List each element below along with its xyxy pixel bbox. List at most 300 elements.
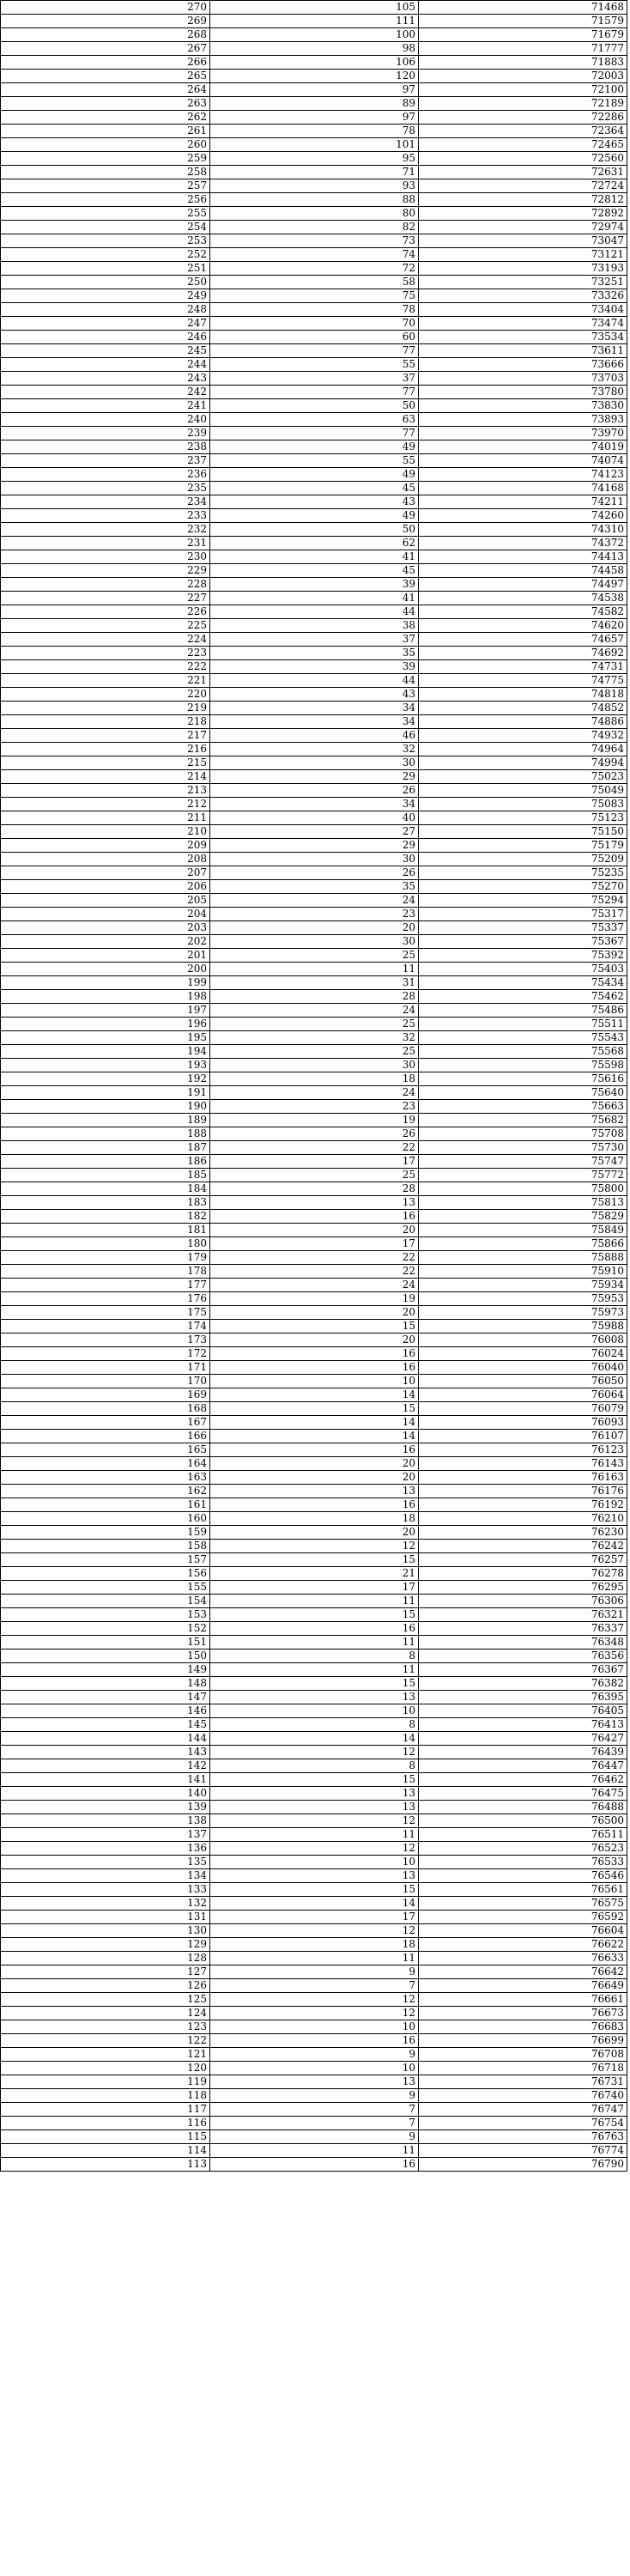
table-row <box>1 125 627 138</box>
count-cell: 26 <box>210 1127 419 1141</box>
count-cell: 25 <box>210 1018 419 1031</box>
table-row <box>1 1388 627 1402</box>
score-cell: 140 <box>1 1787 210 1801</box>
cumulative-cell: 73703 <box>419 372 627 386</box>
count-cell: 11 <box>210 963 419 976</box>
cumulative-cell: 76242 <box>419 1540 627 1553</box>
cumulative-cell: 76040 <box>419 1361 627 1375</box>
count-cell: 24 <box>210 1279 419 1292</box>
table-row <box>1 1540 627 1553</box>
table-row <box>1 1 627 15</box>
score-cell: 116 <box>1 2117 210 2130</box>
count-cell: 13 <box>210 1196 419 1210</box>
count-cell: 34 <box>210 798 419 811</box>
count-cell: 30 <box>210 853 419 866</box>
table-row <box>1 1182 627 1196</box>
count-cell: 20 <box>210 1334 419 1347</box>
table-row <box>1 894 627 908</box>
score-cell: 127 <box>1 1965 210 1979</box>
count-cell: 75 <box>210 289 419 303</box>
table-row <box>1 1856 627 1869</box>
cumulative-cell: 71579 <box>419 15 627 28</box>
cumulative-cell: 76533 <box>419 1856 627 1869</box>
count-cell: 45 <box>210 482 419 495</box>
score-cell: 269 <box>1 15 210 28</box>
count-cell: 17 <box>210 1581 419 1595</box>
cumulative-cell: 75403 <box>419 963 627 976</box>
count-cell: 82 <box>210 221 419 234</box>
score-cell: 185 <box>1 1169 210 1182</box>
score-cell: 209 <box>1 839 210 853</box>
cumulative-cell: 74852 <box>419 702 627 715</box>
table-row <box>1 1828 627 1842</box>
table-row <box>1 1018 627 1031</box>
table-row <box>1 399 627 413</box>
score-cell: 212 <box>1 798 210 811</box>
count-cell: 18 <box>210 1512 419 1526</box>
cumulative-cell: 72364 <box>419 125 627 138</box>
score-cell: 156 <box>1 1567 210 1581</box>
score-cell: 125 <box>1 1993 210 2007</box>
count-cell: 20 <box>210 1457 419 1471</box>
count-cell: 15 <box>210 1320 419 1334</box>
table-row <box>1 523 627 537</box>
cumulative-cell: 76774 <box>419 2144 627 2158</box>
count-cell: 15 <box>210 1677 419 1691</box>
count-cell: 97 <box>210 83 419 97</box>
count-cell: 23 <box>210 1100 419 1114</box>
table-row <box>1 1375 627 1388</box>
count-cell: 55 <box>210 358 419 372</box>
score-cell: 203 <box>1 921 210 935</box>
cumulative-cell: 75910 <box>419 1265 627 1279</box>
cumulative-cell: 76683 <box>419 2020 627 2034</box>
table-row <box>1 1306 627 1320</box>
table-row <box>1 619 627 633</box>
table-row <box>1 1127 627 1141</box>
count-cell: 41 <box>210 592 419 605</box>
cumulative-cell: 73611 <box>419 344 627 358</box>
cumulative-cell: 74074 <box>419 454 627 468</box>
score-cell: 146 <box>1 1704 210 1718</box>
table-row <box>1 234 627 248</box>
table-row <box>1 1842 627 1856</box>
count-cell: 105 <box>210 1 419 15</box>
table-row <box>1 1938 627 1952</box>
count-cell: 15 <box>210 1553 419 1567</box>
count-cell: 7 <box>210 2103 419 2117</box>
count-cell: 39 <box>210 660 419 674</box>
table-row <box>1 262 627 276</box>
cumulative-cell: 76604 <box>419 1924 627 1938</box>
cumulative-cell: 76633 <box>419 1952 627 1965</box>
score-cell: 222 <box>1 660 210 674</box>
score-cell: 187 <box>1 1141 210 1155</box>
score-cell: 234 <box>1 495 210 509</box>
table-row <box>1 1416 627 1430</box>
table-row <box>1 1498 627 1512</box>
score-cell: 258 <box>1 166 210 179</box>
cumulative-cell: 75049 <box>419 784 627 798</box>
cumulative-cell: 76561 <box>419 1883 627 1897</box>
score-cell: 251 <box>1 262 210 276</box>
table-row <box>1 949 627 963</box>
count-cell: 11 <box>210 1952 419 1965</box>
table-row <box>1 2144 627 2158</box>
table-row <box>1 166 627 179</box>
cumulative-cell: 74123 <box>419 468 627 482</box>
cumulative-cell: 74310 <box>419 523 627 537</box>
cumulative-cell: 76708 <box>419 2048 627 2062</box>
table-row <box>1 1086 627 1100</box>
score-cell: 205 <box>1 894 210 908</box>
score-cell: 193 <box>1 1059 210 1072</box>
table-row <box>1 1649 627 1663</box>
cumulative-cell: 75953 <box>419 1292 627 1306</box>
score-cell: 160 <box>1 1512 210 1526</box>
count-cell: 10 <box>210 1375 419 1388</box>
score-cell: 204 <box>1 908 210 921</box>
count-cell: 16 <box>210 1498 419 1512</box>
score-cell: 175 <box>1 1306 210 1320</box>
count-cell: 7 <box>210 1979 419 1993</box>
cumulative-cell: 74964 <box>419 743 627 756</box>
count-cell: 30 <box>210 1059 419 1072</box>
score-cell: 264 <box>1 83 210 97</box>
score-cell: 236 <box>1 468 210 482</box>
score-cell: 265 <box>1 70 210 83</box>
score-cell: 173 <box>1 1334 210 1347</box>
table-row <box>1 1581 627 1595</box>
table-row <box>1 413 627 427</box>
count-cell: 24 <box>210 1086 419 1100</box>
score-cell: 254 <box>1 221 210 234</box>
score-cell: 121 <box>1 2048 210 2062</box>
score-cell: 230 <box>1 550 210 564</box>
count-cell: 16 <box>210 2034 419 2048</box>
count-cell: 35 <box>210 647 419 660</box>
cumulative-cell: 75337 <box>419 921 627 935</box>
score-cell: 176 <box>1 1292 210 1306</box>
table-row <box>1 935 627 949</box>
score-cell: 148 <box>1 1677 210 1691</box>
score-cell: 197 <box>1 1004 210 1018</box>
cumulative-cell: 76546 <box>419 1869 627 1883</box>
count-cell: 78 <box>210 303 419 317</box>
count-cell: 27 <box>210 825 419 839</box>
count-cell: 39 <box>210 578 419 592</box>
score-table-body <box>1 1 627 2172</box>
table-row <box>1 1279 627 1292</box>
cumulative-cell: 74372 <box>419 537 627 550</box>
cumulative-cell: 76763 <box>419 2130 627 2144</box>
table-row <box>1 729 627 743</box>
score-cell: 252 <box>1 248 210 262</box>
count-cell: 44 <box>210 605 419 619</box>
score-cell: 190 <box>1 1100 210 1114</box>
table-row <box>1 2007 627 2020</box>
table-row <box>1 770 627 784</box>
table-row <box>1 1663 627 1677</box>
table-row <box>1 440 627 454</box>
score-cell: 224 <box>1 633 210 647</box>
table-row <box>1 317 627 331</box>
table-row <box>1 1224 627 1237</box>
table-row <box>1 1100 627 1114</box>
cumulative-cell: 75973 <box>419 1306 627 1320</box>
count-cell: 21 <box>210 1567 419 1581</box>
score-cell: 239 <box>1 427 210 440</box>
score-cell: 223 <box>1 647 210 660</box>
score-cell: 113 <box>1 2158 210 2172</box>
count-cell: 11 <box>210 2144 419 2158</box>
score-cell: 157 <box>1 1553 210 1567</box>
count-cell: 10 <box>210 2062 419 2075</box>
count-cell: 38 <box>210 619 419 633</box>
cumulative-cell: 76661 <box>419 1993 627 2007</box>
table-row <box>1 1911 627 1924</box>
score-cell: 214 <box>1 770 210 784</box>
cumulative-cell: 76093 <box>419 1416 627 1430</box>
cumulative-cell: 73193 <box>419 262 627 276</box>
table-row <box>1 1210 627 1224</box>
score-cell: 120 <box>1 2062 210 2075</box>
cumulative-cell: 71679 <box>419 28 627 42</box>
table-row <box>1 1773 627 1787</box>
score-cell: 177 <box>1 1279 210 1292</box>
table-row <box>1 1814 627 1828</box>
score-cell: 270 <box>1 1 210 15</box>
cumulative-cell: 76622 <box>419 1938 627 1952</box>
score-cell: 184 <box>1 1182 210 1196</box>
score-cell: 248 <box>1 303 210 317</box>
cumulative-cell: 76462 <box>419 1773 627 1787</box>
count-cell: 8 <box>210 1759 419 1773</box>
cumulative-cell: 73780 <box>419 386 627 399</box>
table-row <box>1 1567 627 1581</box>
table-row <box>1 1746 627 1759</box>
count-cell: 72 <box>210 262 419 276</box>
count-cell: 16 <box>210 1210 419 1224</box>
score-cell: 145 <box>1 1718 210 1732</box>
score-cell: 241 <box>1 399 210 413</box>
count-cell: 24 <box>210 1004 419 1018</box>
score-cell: 133 <box>1 1883 210 1897</box>
count-cell: 78 <box>210 125 419 138</box>
cumulative-cell: 75317 <box>419 908 627 921</box>
score-cell: 202 <box>1 935 210 949</box>
count-cell: 30 <box>210 756 419 770</box>
table-row <box>1 427 627 440</box>
score-cell: 151 <box>1 1636 210 1649</box>
cumulative-cell: 74538 <box>419 592 627 605</box>
cumulative-cell: 74775 <box>419 674 627 688</box>
table-row <box>1 1347 627 1361</box>
table-row <box>1 660 627 674</box>
score-cell: 247 <box>1 317 210 331</box>
cumulative-cell: 76395 <box>419 1691 627 1704</box>
table-row <box>1 2034 627 2048</box>
count-cell: 49 <box>210 440 419 454</box>
score-cell: 117 <box>1 2103 210 2117</box>
score-cell: 231 <box>1 537 210 550</box>
table-row <box>1 70 627 83</box>
score-cell: 196 <box>1 1018 210 1031</box>
score-cell: 198 <box>1 990 210 1004</box>
table-row <box>1 2075 627 2089</box>
count-cell: 49 <box>210 509 419 523</box>
score-cell: 153 <box>1 1608 210 1622</box>
table-row <box>1 1265 627 1279</box>
count-cell: 80 <box>210 207 419 221</box>
count-cell: 20 <box>210 1224 419 1237</box>
cumulative-cell: 76740 <box>419 2089 627 2103</box>
table-row <box>1 56 627 70</box>
score-cell: 242 <box>1 386 210 399</box>
cumulative-cell: 73121 <box>419 248 627 262</box>
table-row <box>1 2089 627 2103</box>
cumulative-cell: 75813 <box>419 1196 627 1210</box>
count-cell: 41 <box>210 550 419 564</box>
count-cell: 8 <box>210 1649 419 1663</box>
table-row <box>1 193 627 207</box>
table-row <box>1 344 627 358</box>
cumulative-cell: 76348 <box>419 1636 627 1649</box>
score-cell: 192 <box>1 1072 210 1086</box>
count-cell: 19 <box>210 1292 419 1306</box>
cumulative-cell: 75392 <box>419 949 627 963</box>
score-cell: 158 <box>1 1540 210 1553</box>
cumulative-cell: 75640 <box>419 1086 627 1100</box>
count-cell: 9 <box>210 1965 419 1979</box>
count-cell: 98 <box>210 42 419 56</box>
cumulative-cell: 75434 <box>419 976 627 990</box>
score-cell: 167 <box>1 1416 210 1430</box>
count-cell: 26 <box>210 784 419 798</box>
count-cell: 31 <box>210 976 419 990</box>
table-row <box>1 921 627 935</box>
count-cell: 22 <box>210 1265 419 1279</box>
cumulative-cell: 75663 <box>419 1100 627 1114</box>
score-cell: 253 <box>1 234 210 248</box>
table-row <box>1 97 627 111</box>
table-row <box>1 1031 627 1045</box>
score-cell: 249 <box>1 289 210 303</box>
table-row <box>1 1430 627 1443</box>
cumulative-cell: 75730 <box>419 1141 627 1155</box>
cumulative-cell: 74818 <box>419 688 627 702</box>
table-row <box>1 28 627 42</box>
table-row <box>1 702 627 715</box>
score-cell: 119 <box>1 2075 210 2089</box>
score-cell: 150 <box>1 1649 210 1663</box>
table-row <box>1 866 627 880</box>
count-cell: 13 <box>210 1869 419 1883</box>
count-cell: 35 <box>210 880 419 894</box>
cumulative-cell: 73970 <box>419 427 627 440</box>
count-cell: 7 <box>210 2117 419 2130</box>
table-row <box>1 509 627 523</box>
table-row <box>1 825 627 839</box>
cumulative-cell: 74731 <box>419 660 627 674</box>
score-cell: 169 <box>1 1388 210 1402</box>
count-cell: 62 <box>210 537 419 550</box>
score-cell: 199 <box>1 976 210 990</box>
table-row <box>1 1718 627 1732</box>
score-cell: 267 <box>1 42 210 56</box>
score-cell: 135 <box>1 1856 210 1869</box>
count-cell: 16 <box>210 1622 419 1636</box>
count-cell: 16 <box>210 1347 419 1361</box>
table-row <box>1 372 627 386</box>
table-row <box>1 880 627 894</box>
table-row <box>1 1608 627 1622</box>
cumulative-cell: 76575 <box>419 1897 627 1911</box>
count-cell: 25 <box>210 949 419 963</box>
score-cell: 161 <box>1 1498 210 1512</box>
cumulative-cell: 73830 <box>419 399 627 413</box>
cumulative-cell: 76439 <box>419 1746 627 1759</box>
cumulative-cell: 76163 <box>419 1471 627 1485</box>
cumulative-cell: 76523 <box>419 1842 627 1856</box>
table-row <box>1 1553 627 1567</box>
table-row <box>1 1114 627 1127</box>
cumulative-cell: 72560 <box>419 152 627 166</box>
score-cell: 238 <box>1 440 210 454</box>
score-cell: 172 <box>1 1347 210 1361</box>
table-row <box>1 1402 627 1416</box>
count-cell: 17 <box>210 1911 419 1924</box>
cumulative-cell: 76192 <box>419 1498 627 1512</box>
cumulative-cell: 72724 <box>419 179 627 193</box>
score-cell: 263 <box>1 97 210 111</box>
table-row <box>1 276 627 289</box>
score-cell: 166 <box>1 1430 210 1443</box>
table-row <box>1 537 627 550</box>
score-cell: 229 <box>1 564 210 578</box>
table-row <box>1 1196 627 1210</box>
table-row <box>1 386 627 399</box>
score-cell: 143 <box>1 1746 210 1759</box>
count-cell: 40 <box>210 811 419 825</box>
table-row <box>1 2117 627 2130</box>
cumulative-cell: 72812 <box>419 193 627 207</box>
count-cell: 74 <box>210 248 419 262</box>
table-row <box>1 908 627 921</box>
table-row <box>1 1045 627 1059</box>
count-cell: 70 <box>210 317 419 331</box>
count-cell: 106 <box>210 56 419 70</box>
score-cell: 137 <box>1 1828 210 1842</box>
count-cell: 77 <box>210 427 419 440</box>
table-row <box>1 1993 627 2007</box>
cumulative-cell: 73534 <box>419 331 627 344</box>
count-cell: 9 <box>210 2048 419 2062</box>
count-cell: 12 <box>210 1746 419 1759</box>
cumulative-cell: 75367 <box>419 935 627 949</box>
cumulative-cell: 76699 <box>419 2034 627 2048</box>
cumulative-cell: 74168 <box>419 482 627 495</box>
cumulative-cell: 75123 <box>419 811 627 825</box>
score-cell: 128 <box>1 1952 210 1965</box>
count-cell: 24 <box>210 894 419 908</box>
table-row <box>1 1471 627 1485</box>
cumulative-cell: 76278 <box>419 1567 627 1581</box>
score-cell: 155 <box>1 1581 210 1595</box>
cumulative-cell: 76356 <box>419 1649 627 1663</box>
count-cell: 50 <box>210 523 419 537</box>
table-row <box>1 1169 627 1182</box>
